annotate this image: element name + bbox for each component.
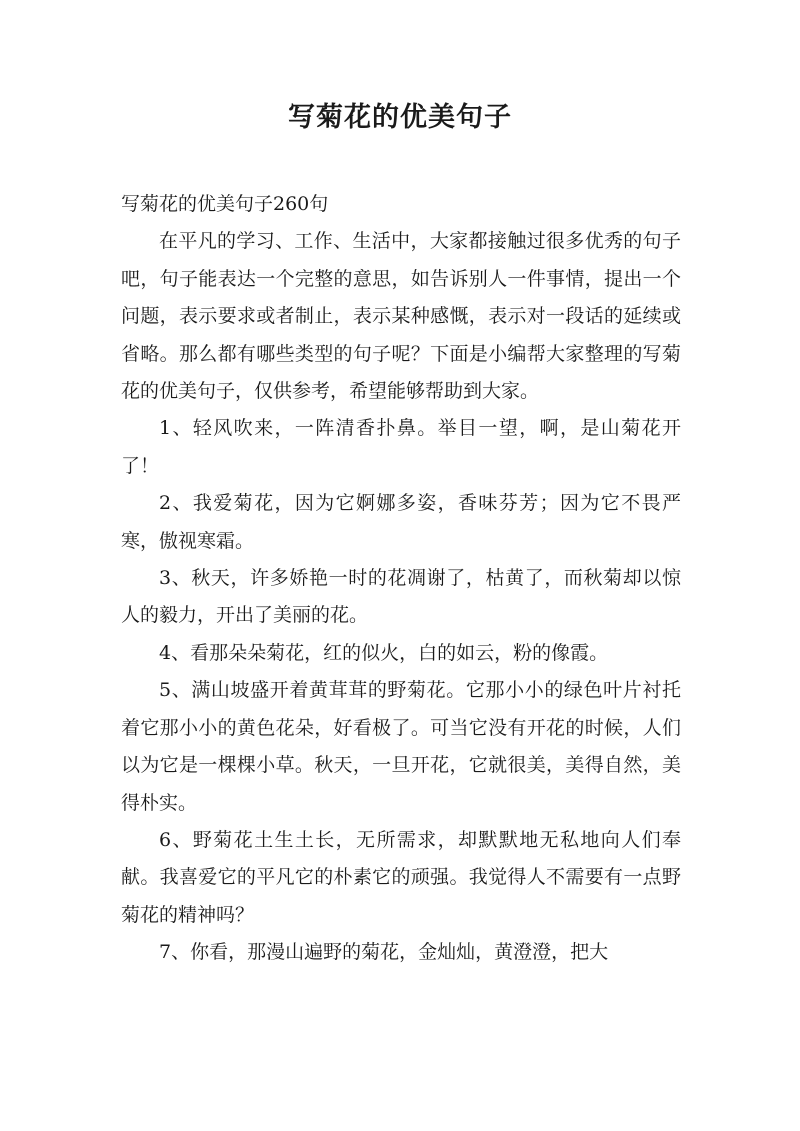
sentence-paragraph: 3、秋天，许多娇艳一时的花凋谢了，枯黄了，而秋菊却以惊人的毅力，开出了美丽的花。 xyxy=(121,567,681,627)
intro-paragraph: 在平凡的学习、工作、生活中，大家都接触过很多优秀的句子吧，句子能表达一个完整的意思，如告诉别人一件事情，提出一个问题，表示要求或者制止，表示某种感慨，表示对一段话的延续或省略。那么都有哪些类型的句子呢？下面是小编帮大家整理的写菊花的优美句子，仅供参考，希望能够帮助到大家。 xyxy=(121,230,681,403)
document-title: 写菊花的优美句子 xyxy=(288,102,512,133)
document-body xyxy=(121,186,681,972)
document-subtitle: 写菊花的优美句子260句 xyxy=(121,193,329,215)
sentence-paragraph: 5、满山坡盛开着黄茸茸的野菊花。它那小小的绿色叶片衬托着它那小小的黄色花朵，好看极了。可当它没有开花的时候，人们以为它是一棵棵小草。秋天，一旦开花，它就很美，美得自然，美得朴实。 xyxy=(121,679,681,814)
sentence-paragraph: 6、野菊花土生土长，无所需求，却默默地无私地向人们奉献。我喜爱它的平凡它的朴素它的顽强。我觉得人不需要有一点野菊花的精神吗？ xyxy=(121,828,681,926)
sentence-paragraph: 2、我爱菊花，因为它婀娜多姿，香味芬芳；因为它不畏严寒，傲视寒霜。 xyxy=(121,492,681,552)
sentence-paragraph: 4、看那朵朵菊花，红的似火，白的如云，粉的像霞。 xyxy=(159,641,609,664)
sentence-paragraph: 7、你看，那漫山遍野的菊花，金灿灿，黄澄澄，把大 xyxy=(159,941,609,964)
sentence-paragraph: 1、轻风吹来，一阵清香扑鼻。举目一望，啊，是山菊花开了！ xyxy=(121,417,681,477)
